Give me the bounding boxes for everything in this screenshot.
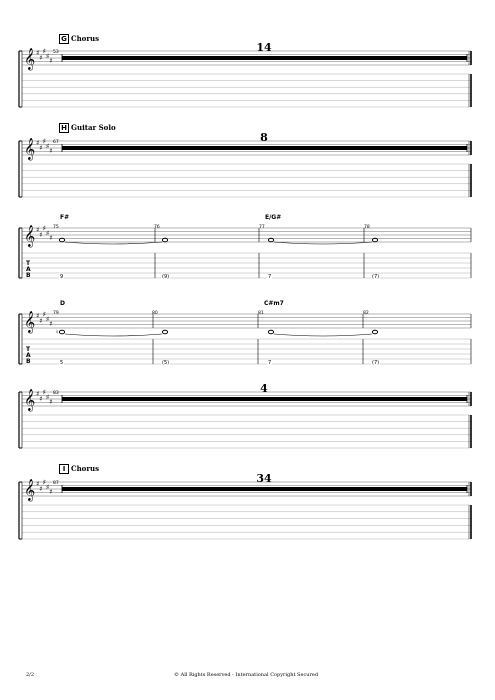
multi-rest-count: 34 xyxy=(256,472,272,485)
multi-measure-rest xyxy=(62,397,467,401)
sharp-icon: ♯ xyxy=(45,142,50,151)
whole-note xyxy=(59,238,64,242)
whole-note xyxy=(162,238,167,242)
bar-number: 81 xyxy=(258,311,264,316)
multi-measure-rest xyxy=(62,487,467,491)
tab-fret: 5 xyxy=(60,360,64,366)
bar-number: 53 xyxy=(53,50,59,55)
sharp-icon: ♯ xyxy=(49,320,53,328)
treble-clef-icon: 𝄞 xyxy=(24,138,36,160)
section-name-guitar-solo: Guitar Solo xyxy=(71,123,116,132)
whole-note xyxy=(59,330,64,334)
tab-fret: (7) xyxy=(372,274,380,280)
sharp-icon: ♯ xyxy=(39,395,43,403)
section-marker-i: I xyxy=(59,464,69,474)
sharp-icon: ♯ xyxy=(36,480,40,488)
sharp-icon: ♯ xyxy=(49,147,53,155)
tab-fret: (7) xyxy=(372,360,380,366)
sharp-icon: ♯ xyxy=(39,231,43,239)
whole-note xyxy=(268,238,273,242)
multi-measure-rest xyxy=(62,146,467,150)
copyright-notice: © All Rights Reserved - International Copyright Secured xyxy=(174,672,319,678)
tab-fret: 7 xyxy=(268,274,272,280)
treble-clef-icon: 𝄞 xyxy=(24,479,36,501)
multi-rest-count: 4 xyxy=(260,382,268,395)
whole-note xyxy=(372,238,377,242)
multi-rest-count: 14 xyxy=(256,41,272,54)
bar-number: 67 xyxy=(53,140,59,145)
tab-clef: T A B xyxy=(26,346,31,365)
chord-symbol: C#m7 xyxy=(264,300,284,307)
section-name-chorus-2: Chorus xyxy=(71,464,100,473)
tie-icon xyxy=(65,334,162,336)
tab-fret: (5) xyxy=(162,360,170,366)
tab-fret: 7 xyxy=(268,360,272,366)
tie-icon xyxy=(274,334,372,336)
section-marker-h: H xyxy=(59,123,69,133)
bar-number: 80 xyxy=(152,311,158,316)
bar-number: 78 xyxy=(364,225,370,230)
sharp-icon: ♯ xyxy=(36,312,40,320)
natural-accidental-icon: ♮ xyxy=(56,329,59,336)
sharp-icon: ♯ xyxy=(39,54,43,62)
whole-note xyxy=(162,330,167,334)
whole-note xyxy=(372,330,377,334)
section-name-chorus: Chorus xyxy=(71,34,100,43)
tab-clef: T A B xyxy=(26,260,31,279)
section-marker-g: G xyxy=(59,34,69,44)
bar-number: 79 xyxy=(53,311,59,316)
treble-clef-icon: 𝄞 xyxy=(24,225,36,247)
chord-symbol: E/G# xyxy=(265,214,282,221)
treble-clef-icon: 𝄞 xyxy=(24,389,36,411)
sharp-icon: ♯ xyxy=(45,393,50,402)
tie-icon xyxy=(274,242,372,244)
sharp-icon: ♯ xyxy=(49,398,53,406)
sharp-icon: ♯ xyxy=(42,478,46,487)
chord-symbol: F# xyxy=(60,214,70,221)
bar-number: 77 xyxy=(259,225,265,230)
sharp-icon: ♯ xyxy=(49,57,53,65)
sharp-icon: ♯ xyxy=(42,224,46,233)
treble-clef-icon: 𝄞 xyxy=(24,311,36,333)
whole-note xyxy=(268,330,273,334)
multi-measure-rest xyxy=(62,56,467,60)
page-number: 2/2 xyxy=(26,672,35,678)
sharp-icon: ♯ xyxy=(45,229,50,238)
chord-symbol: D xyxy=(60,300,65,307)
bar-number: 87 xyxy=(53,481,59,486)
sharp-icon: ♯ xyxy=(45,315,50,324)
bar-number: 82 xyxy=(363,311,369,316)
sharp-icon: ♯ xyxy=(36,139,40,147)
sharp-icon: ♯ xyxy=(39,144,43,152)
sharp-icon: ♯ xyxy=(36,390,40,398)
sharp-icon: ♯ xyxy=(45,483,50,492)
bar-number: 83 xyxy=(53,391,59,396)
sharp-icon: ♯ xyxy=(39,485,43,493)
bar-number: 75 xyxy=(53,225,59,230)
sharp-icon: ♯ xyxy=(45,52,50,61)
sharp-icon: ♯ xyxy=(49,234,53,242)
tab-fret: (9) xyxy=(162,274,170,280)
sharp-icon: ♯ xyxy=(42,47,46,56)
sharp-icon: ♯ xyxy=(42,388,46,397)
sharp-icon: ♯ xyxy=(36,49,40,57)
multi-rest-count: 8 xyxy=(260,131,268,144)
sharp-icon: ♯ xyxy=(42,310,46,319)
sharp-icon: ♯ xyxy=(36,226,40,234)
treble-clef-icon: 𝄞 xyxy=(24,48,36,70)
sharp-icon: ♯ xyxy=(49,488,53,496)
tie-icon xyxy=(65,242,162,244)
sharp-icon: ♯ xyxy=(42,137,46,146)
tab-fret: 9 xyxy=(60,274,64,280)
bar-number: 76 xyxy=(154,225,160,230)
sharp-icon: ♯ xyxy=(39,317,43,325)
